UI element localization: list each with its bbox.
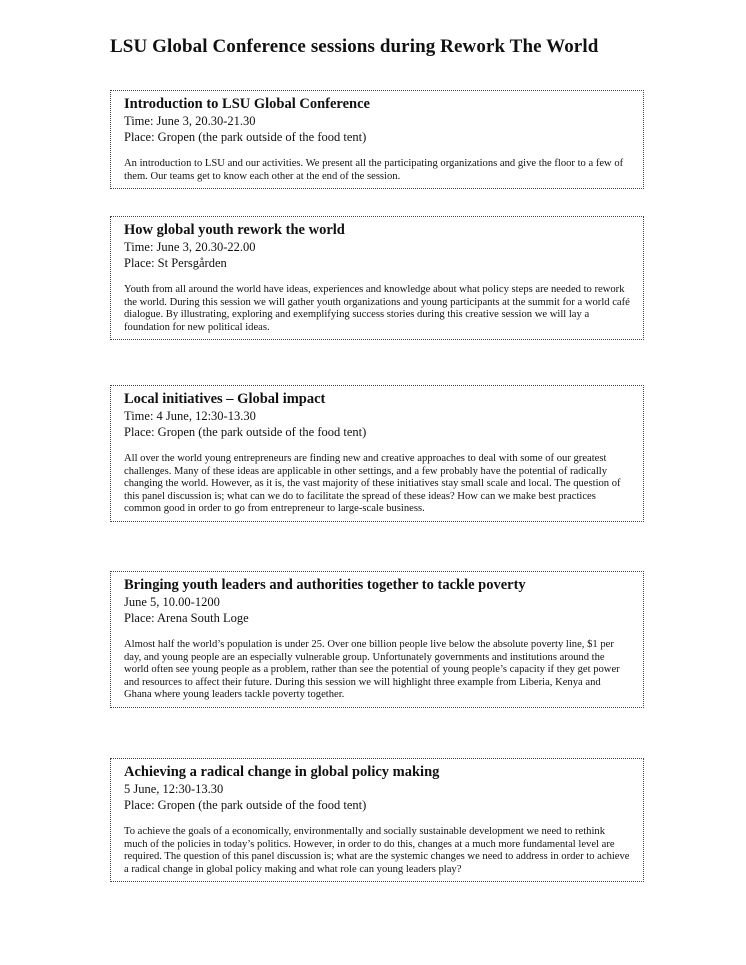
session-card-radical-change <box>110 758 644 882</box>
session-time: Time: 4 June, 12:30-13.30 <box>124 409 256 423</box>
session-description: To achieve the goals of a economically, environmentally and socially sustainable development we need to rethink much of the policies in today’s politics. However, in order to do this, changes at a much more fundamental level are required. The question of this panel discussion is; what are the systemic changes we need to address in order to achieve a radical change in global policy making and what role can young leaders play? <box>124 826 630 875</box>
page-title: LSU Global Conference sessions during Rework The World <box>110 36 599 57</box>
session-card-global-youth <box>110 216 644 340</box>
session-place: Place: Gropen (the park outside of the food tent) <box>124 798 367 812</box>
session-time: June 5, 10.00-1200 <box>124 595 220 609</box>
session-time: Time: June 3, 20.30-21.30 <box>124 114 256 128</box>
session-title: Achieving a radical change in global policy making <box>124 764 440 780</box>
session-time: 5 June, 12:30-13.30 <box>124 782 224 796</box>
session-time: Time: June 3, 20.30-22.00 <box>124 240 256 254</box>
session-description: All over the world young entrepreneurs are finding new and creative approaches to deal with some of our greatest challenges. Many of these ideas are applicable in other settings, and a few probably have the potential of radically changing the world. However, as it is, the vast majority of these initiatives stay small scale and local. The question of this panel discussion is; what can we do to facilitate the spread of these ideas? How can we make best practices common good in order to go from entrepreneur to large-scale business. <box>124 453 621 515</box>
session-title: Introduction to LSU Global Conference <box>124 96 370 112</box>
session-place: Place: St Persgården <box>124 256 227 270</box>
session-place: Place: Arena South Loge <box>124 611 249 625</box>
session-description: Almost half the world’s population is under 25. Over one billion people live below the absolute poverty line, $1 per day, and young people are an especially vulnerable group. Unfortunately governments and institutions around the world often see young people as a problem, rather than see the potential of young people’s capacity if they get power and resources to affect their future. During this session we will highlight three example from Liberia, Kenya and Ghana where young leaders tackle poverty together. <box>124 639 620 701</box>
session-description: Youth from all around the world have ideas, experiences and knowledge about what policy steps are needed to rework the world. During this session we will gather youth organizations and young participants at the summit for a world café dialogue. By illustrating, exploring and exemplifying success stories during this creative session we will lay a foundation for new political ideas. <box>124 284 630 333</box>
session-card-local-initiatives <box>110 385 644 522</box>
session-card-intro <box>110 90 644 189</box>
session-description: An introduction to LSU and our activities. We present all the participating organizations and give the floor to a few of them. Our teams get to know each other at the end of the session. <box>124 158 624 182</box>
session-title: How global youth rework the world <box>124 222 345 238</box>
session-title: Local initiatives – Global impact <box>124 391 326 407</box>
session-title: Bringing youth leaders and authorities together to tackle poverty <box>124 577 526 593</box>
session-card-youth-leaders-poverty <box>110 571 644 708</box>
session-place: Place: Gropen (the park outside of the food tent) <box>124 130 367 144</box>
session-place: Place: Gropen (the park outside of the food tent) <box>124 425 367 439</box>
